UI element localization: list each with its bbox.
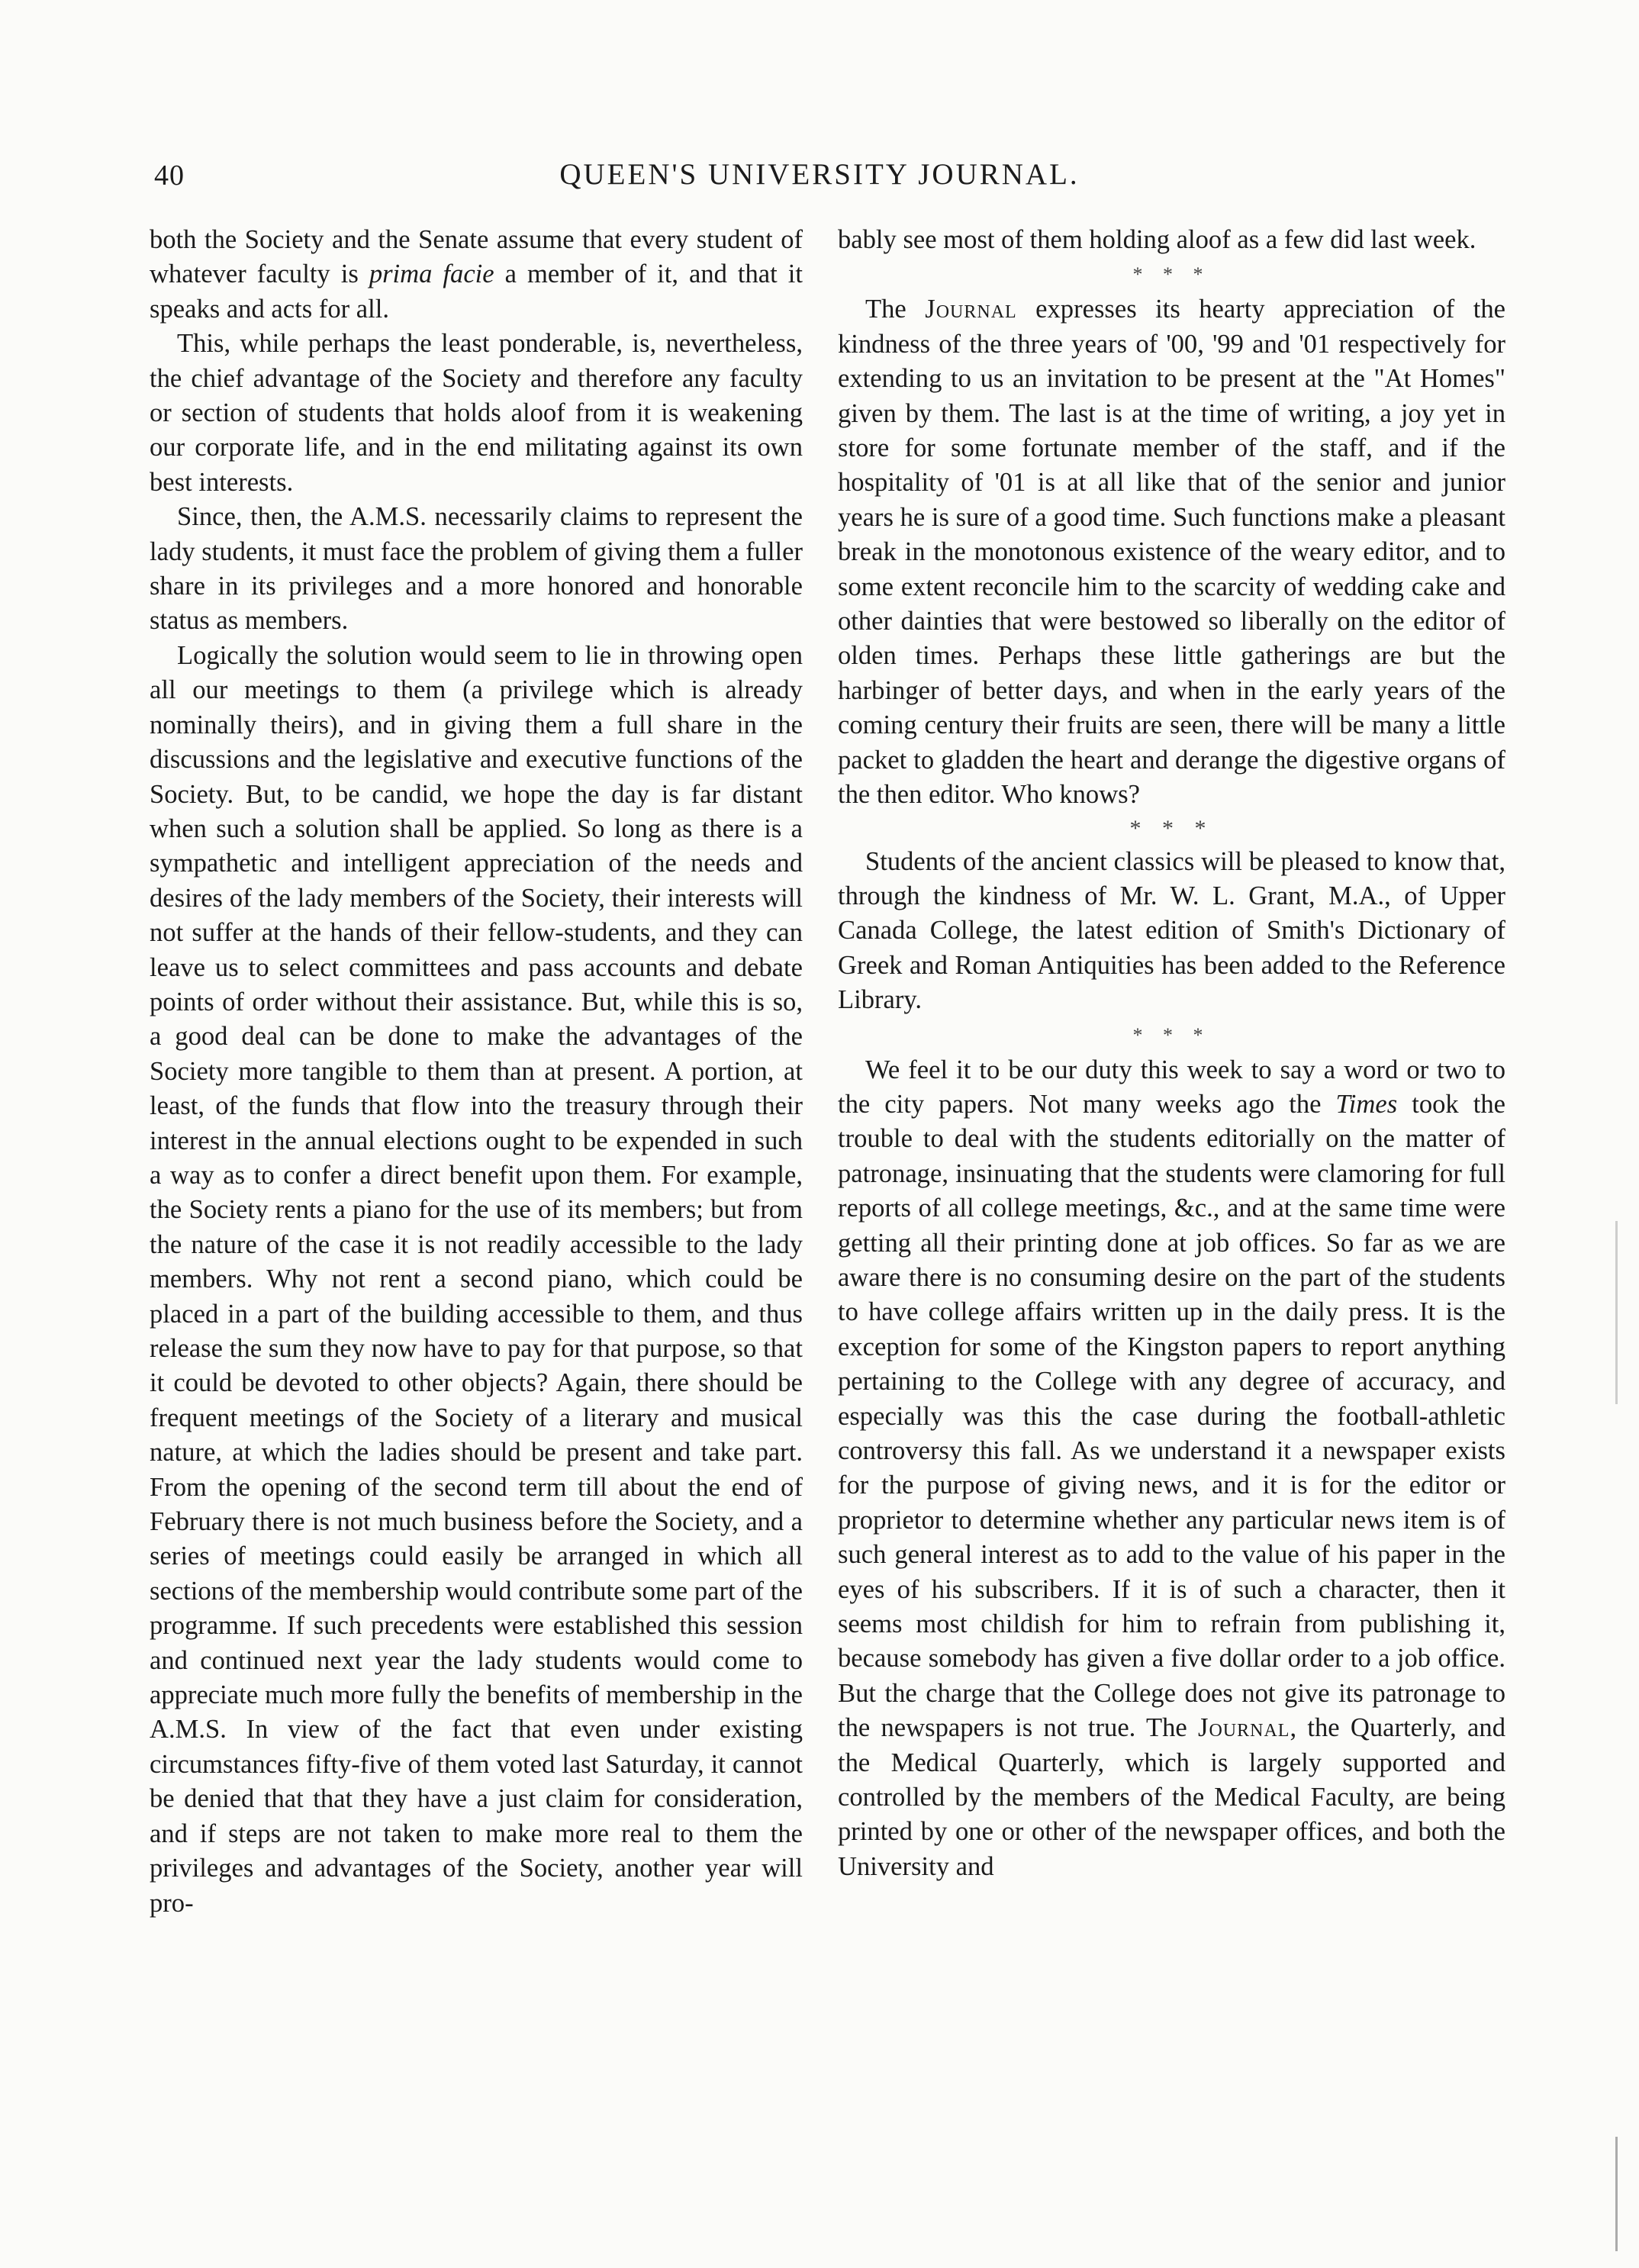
section-separator: * * *	[1132, 1023, 1211, 1046]
paragraph: bably see most of them holding aloof as a few did last week.	[838, 225, 1476, 254]
running-head: QUEEN'S UNIVERSITY JOURNAL.	[559, 158, 1080, 191]
right-column	[838, 223, 1505, 1884]
scan-edge-mark	[1615, 2137, 1618, 2251]
scan-edge-mark	[1615, 1221, 1618, 1404]
emphasis: prima facie	[369, 259, 494, 289]
paragraph: Logically the solution would seem to lie in throwing open all our meetings to them (a privilege which is already nominally theirs), and in giving them a full share in the discussions and the legislative and executive functions of the Society. But, to be candid, we hope the day is far distant when such a solution shall be applied. So long as there is a sympathetic and intelligent appreciation of the needs and desires of the lady members of the Society, their interests will not suffer at the hands of their fellow-students, and they can leave us to select committees and pass accounts and debate points of order without their assistance. But, while this is so, a good deal can be done to make the advantages of the Society more tangible to them than at present. A portion, at least, of the funds that flow into the treasury through their interest in the annual elections ought to be expended in such a way as to confer a direct benefit upon them. For example, the Society rents a piano for the use of its members; but from the nature of the case it is not readily accessible to the lady members. Why not rent a second piano, which could be placed in a part of the building accessible to them, and thus release the sum they now have to pay for that purpose, so that it could be devoted to other objects? Again, there should be frequent meetings of the Society of a literary and musical nature, at which the ladies should be present and take part. From the opening of the second term till about the end of February there is not much business before the Society, and a series of meetings could easily be arranged in which all sections of the membership would contribute some part of the programme. If such precedents were established this session and continued next year the lady students would come to appreciate much more fully the benefits of membership in the A.M.S. In view of the fact that even under existing circumstances fifty-five of them voted last Saturday, it cannot be denied that that they have a just claim for consideration, and if steps are not taken to make more real to them the privileges and advantages of the Society, another year will pro-	[150, 640, 803, 1918]
paragraph: We feel it to be our duty this week to say a word or two to the city papers. Not many weeks ago the Times took the trouble to deal with the students editorially on the matter of patronage, insinuating that the students were clamoring for full reports of all college meetings, &c., and at the same time were getting all their printing done at job offices. So far as we are aware there is no consuming desire on the part of the students to have college affairs written up in the daily press. It is the exception for some of the Kingston papers to report anything pertaining to the College with any degree of accuracy, and especially was this the case during the football-athletic controversy this fall. As we understand it a newspaper exists for the purpose of giving news, and it is for the editor or proprietor to determine whether any particular news item is of such general interest as to add to the value of his paper in the eyes of his subscribers. If it is of such a character, then it seems most childish for him to refrain from publishing it, because somebody has given a five dollar order to a job office. But the charge that the College does not give its patronage to the newspapers is not true. The Journal, the Quarterly, and the Medical Quarterly, which is largely supported and controlled by the members of the Medical Faculty, are being printed by one or other of the newspaper offices, and both the University and	[838, 1055, 1505, 1881]
section-separator: * * *	[1129, 815, 1214, 841]
section-separator: * * *	[1132, 263, 1211, 286]
journal-name: Journal	[1198, 1713, 1290, 1743]
paragraph: Students of the ancient classics will be pleased to know that, through the kindness of Mr. W. L. Grant, M.A., of Upper Canada College, the latest edition of Smith's Dictionary of Greek and Roman Antiquities has been added to the Reference Library.	[838, 846, 1505, 1015]
emphasis: Times	[1335, 1089, 1398, 1119]
left-column	[150, 223, 803, 1921]
paragraph: This, while perhaps the least ponderable, is, nevertheless, the chief advantage of the Society and therefore any faculty or section of students that holds aloof from it is weakening our corporate life, and in the end militating against its own best interests.	[150, 329, 803, 497]
paragraph: The Journal expresses its hearty appreciation of the kindness of the three years of '00, '99 and '01 respectively for extending to us an invitation to be present at the "At Homes" given by them. The last is at the time of writing, a joy yet in store for some fortunate member of the staff, and if the hospitality of '01 is at all like that of the senior and junior years he is sure of a good time. Such functions make a pleasant break in the monotonous existence of the weary editor, and to some extent reconcile him to the scarcity of wedding cake and other dainties that were bestowed so liberally on the editor of olden times. Perhaps these little gatherings are but the harbinger of better days, and when in the early years of the coming century their fruits are seen, there will be many a little packet to gladden the heart and derange the digestive organs of the then editor. Who knows?	[838, 295, 1505, 810]
journal-name: Journal	[925, 295, 1017, 324]
page-number: 40	[154, 159, 185, 192]
paragraph: Since, then, the A.M.S. necessarily claims to represent the lady students, it must face the problem of giving them a fuller share in its privileges and a more honored and honorable status as members.	[150, 502, 803, 636]
paragraph: both the Society and the Senate assume that every student of whatever faculty is prima facie a member of it, and that it speaks and acts for all.	[150, 225, 803, 324]
